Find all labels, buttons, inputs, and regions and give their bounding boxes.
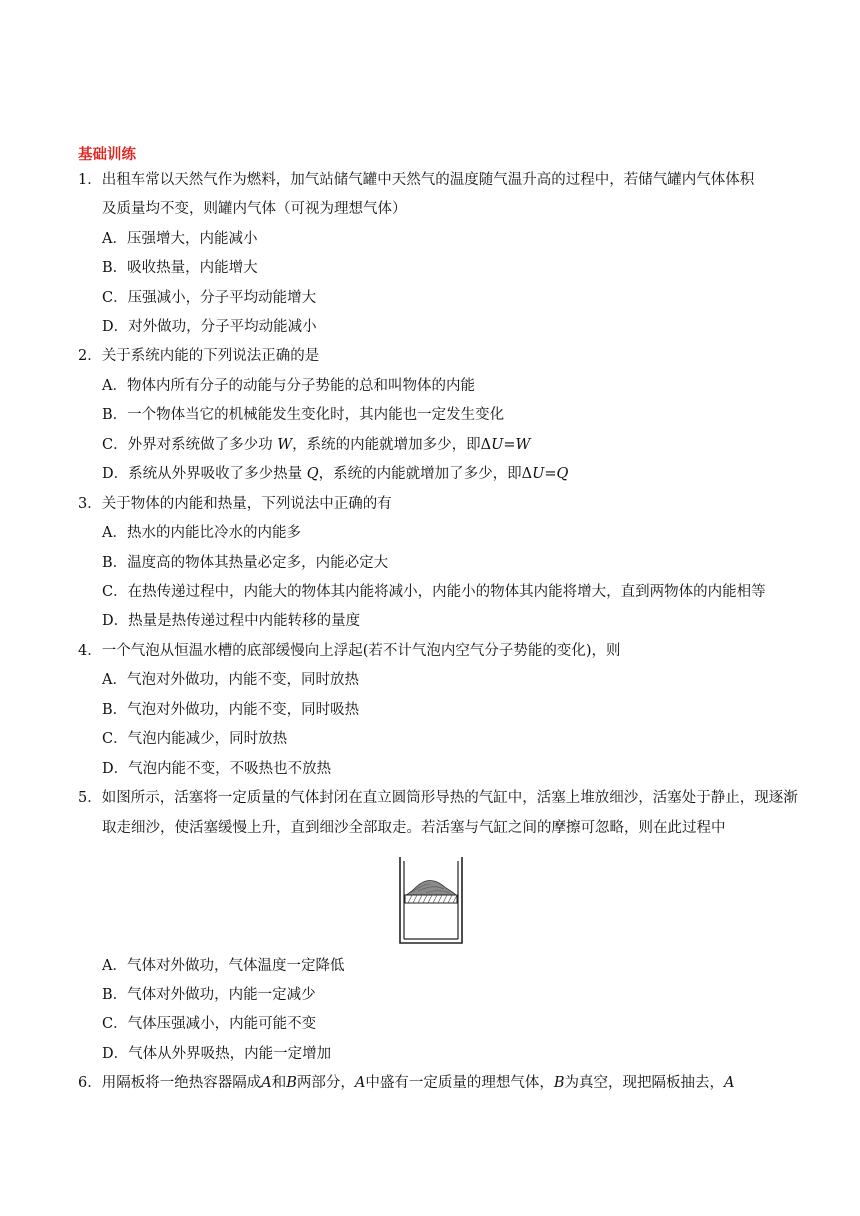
question-1-stem-cont: 及质量均不变，则罐内气体（可视为理想气体） <box>102 201 407 217</box>
question-6-stem: 6．用隔板将一绝热容器隔成A和B两部分，A中盛有一定质量的理想气体，B为真空，现把隔板抽去，A <box>78 1075 735 1091</box>
question-5-option-a: A．气体对外做功，气体温度一定降低 <box>102 958 345 974</box>
question-4-option-c: C．气泡内能减少，同时放热 <box>102 731 288 747</box>
question-3-option-a: A．热水的内能比冷水的内能多 <box>102 525 301 541</box>
question-5-stem: 5．如图所示，活塞将一定质量的气体封闭在直立圆筒形导热的气缸中，活塞上堆放细沙，活塞处于静止，现逐渐 <box>78 790 798 806</box>
question-5-stem-cont: 取走细沙，使活塞缓慢上升，直到细沙全部取走。若活塞与气缸之间的摩擦可忽略，则在此过程中 <box>102 820 726 836</box>
question-3-option-d: D．热量是热传递过程中内能转移的量度 <box>102 613 361 629</box>
question-1-option-c: C．压强减小，分子平均动能增大 <box>102 290 317 306</box>
question-4-option-d: D．气泡内能不变，不吸热也不放热 <box>102 761 332 777</box>
cylinder-piston-figure <box>396 855 466 951</box>
question-3-option-c: C．在热传递过程中，内能大的物体其内能将减小，内能小的物体其内能将增大，直到两物体的内能相等 <box>102 584 766 600</box>
question-5-option-d: D．气体从外界吸热，内能一定增加 <box>102 1046 332 1062</box>
question-2-option-a: A．物体内所有分子的动能与分子势能的总和叫物体的内能 <box>102 378 475 394</box>
question-4-option-a: A．气泡对外做功，内能不变，同时放热 <box>102 672 359 688</box>
question-5-option-b: B．气体对外做功，内能一定减少 <box>102 987 316 1003</box>
question-2-stem: 2．关于系统内能的下列说法正确的是 <box>78 348 320 364</box>
question-4-stem: 4．一个气泡从恒温水槽的底部缓慢向上浮起(若不计气泡内空气分子势能的变化)，则 <box>78 643 621 659</box>
question-2-option-b: B．一个物体当它的机械能发生变化时，其内能也一定发生变化 <box>102 407 505 423</box>
question-2-option-c: C．外界对系统做了多少功 W，系统的内能就增加多少，即ΔU=W <box>102 437 531 453</box>
question-2-option-d: D．系统从外界吸收了多少热量 Q，系统的内能就增加了多少，即ΔU=Q <box>102 466 569 482</box>
question-5-option-c: C．气体压强减小，内能可能不变 <box>102 1016 317 1032</box>
question-4-option-b: B．气泡对外做功，内能不变，同时吸热 <box>102 702 360 718</box>
section-title: 基础训练 <box>78 146 136 163</box>
question-1-stem: 1．出租车常以天然气作为燃料，加气站储气罐中天然气的温度随气温升高的过程中，若储气罐内气体体积 <box>78 172 755 188</box>
question-3-stem: 3．关于物体的内能和热量，下列说法中正确的有 <box>78 496 392 512</box>
question-1-option-a: A．压强增大，内能减小 <box>102 231 258 247</box>
cylinder-piston-diagram <box>396 855 466 947</box>
question-1-option-d: D．对外做功，分子平均动能减小 <box>102 319 317 335</box>
sand-pile <box>406 880 456 895</box>
question-3-option-b: B．温度高的物体其热量必定多，内能必定大 <box>102 555 389 571</box>
piston <box>405 895 457 903</box>
question-1-option-b: B．吸收热量，内能增大 <box>102 260 258 276</box>
